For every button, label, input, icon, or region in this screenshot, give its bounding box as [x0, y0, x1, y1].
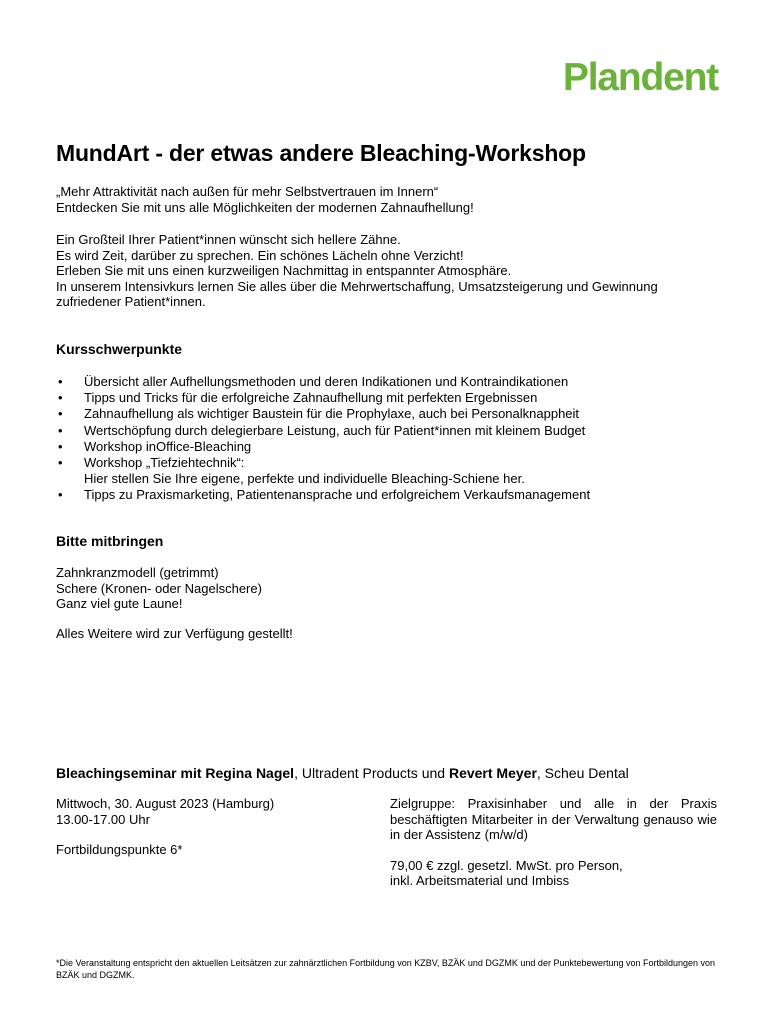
bring-heading: Bitte mitbringen	[56, 533, 164, 549]
price: 79,00 € zzgl. gesetzl. MwSt. pro Person,	[390, 857, 623, 873]
bring-item: Zahnkranzmodell (getrimmt)	[56, 565, 219, 580]
list-item	[56, 487, 722, 503]
bring-rest-text: Alles Weitere wird zur Verfügung gestellt!	[56, 626, 293, 641]
list-item-text: Übersicht aller Aufhellungsmethoden und deren Indikationen und Kontraindikationen	[84, 374, 569, 389]
target-group: Zielgruppe: Praxisinhaber und alle in der Praxis beschäftigten Mitarbeiter in der Verwaltung genauso wie in der Assistenz (m/w/d)	[390, 796, 717, 843]
bring-item: Ganz viel gute Laune!	[56, 596, 183, 612]
list-item	[56, 423, 722, 439]
intro-section	[56, 184, 722, 215]
body-line: Ein Großteil Ihrer Patient*innen wünscht sich hellere Zähne.	[56, 232, 401, 247]
bring-rest	[56, 626, 722, 642]
event-date: Mittwoch, 30. August 2023 (Hamburg)	[56, 796, 275, 811]
list-item	[56, 374, 722, 390]
intro-quote: „Mehr Attraktivität nach außen für mehr Selbstvertrauen im Innern“	[56, 184, 439, 199]
bring-list	[56, 565, 722, 612]
footnote: *Die Veranstaltung entspricht den aktuellen Leitsätzen zur zahnärztlichen Fortbildung von KZBV, BZÄK und DGZMK und der Punktebewertung von Fortbildungen von BZÄK und DGZMK.	[56, 958, 716, 980]
list-item-subtext: Hier stellen Sie Ihre eigene, perfekte und individuelle Bleaching-Schiene her.	[84, 471, 525, 487]
seminar-company-1: , Ultradent Products und	[294, 765, 449, 781]
list-item-text: Workshop inOffice-Bleaching	[84, 438, 252, 454]
event-details-right	[390, 796, 717, 889]
body-line: In unserem Intensivkurs lernen Sie alles über die Mehrwertschaffung, Umsatzsteigerung und Gewinnung zufriedener Patient*innen.	[56, 278, 658, 310]
focus-list	[56, 374, 722, 504]
list-item-text: Tipps und Tricks für die erfolgreiche Zahnaufhellung mit perfekten Ergebnissen	[84, 390, 538, 406]
seminar-line	[56, 765, 726, 781]
list-item-text: Workshop „Tiefziehtechnik“:	[84, 455, 245, 471]
seminar-company-2: , Scheu Dental	[536, 765, 629, 781]
price-inclusions: inkl. Arbeitsmaterial und Imbiss	[390, 873, 570, 889]
body-section	[56, 232, 722, 310]
plandent-logo: Plandent	[562, 56, 718, 99]
body-line: Es wird Zeit, darüber zu sprechen. Ein schönes Lächeln ohne Verzicht!	[56, 247, 464, 263]
event-time: 13.00-17.00 Uhr	[56, 811, 150, 827]
event-details-left	[56, 796, 356, 858]
list-item-text: Wertschöpfung durch delegierbare Leistung, auch für Patient*innen mit kleinem Budget	[84, 422, 586, 438]
focus-heading: Kursschwerpunkte	[56, 341, 183, 357]
bring-item: Schere (Kronen- oder Nagelschere)	[56, 580, 262, 596]
list-item	[56, 390, 722, 406]
list-item	[56, 406, 722, 422]
seminar-title: Bleachingseminar mit Regina Nagel	[56, 765, 295, 781]
seminar-speaker-2: Revert Meyer	[448, 765, 537, 781]
training-points: Fortbildungspunkte 6*	[56, 842, 183, 858]
list-item	[56, 439, 722, 455]
list-item	[56, 455, 722, 487]
list-item-text: Tipps zu Praxismarketing, Patientenansprache und erfolgreichem Verkaufsmanagement	[84, 487, 591, 503]
page-title: MundArt - der etwas andere Bleaching-Workshop	[56, 140, 586, 166]
intro-line: Entdecken Sie mit uns alle Möglichkeiten der modernen Zahnaufhellung!	[56, 199, 474, 215]
body-line: Erleben Sie mit uns einen kurzweiligen Nachmittag in entspannter Atmosphäre.	[56, 263, 512, 279]
list-item-text: Zahnaufhellung als wichtiger Baustein für die Prophylaxe, auch bei Personalknappheit	[84, 406, 580, 422]
